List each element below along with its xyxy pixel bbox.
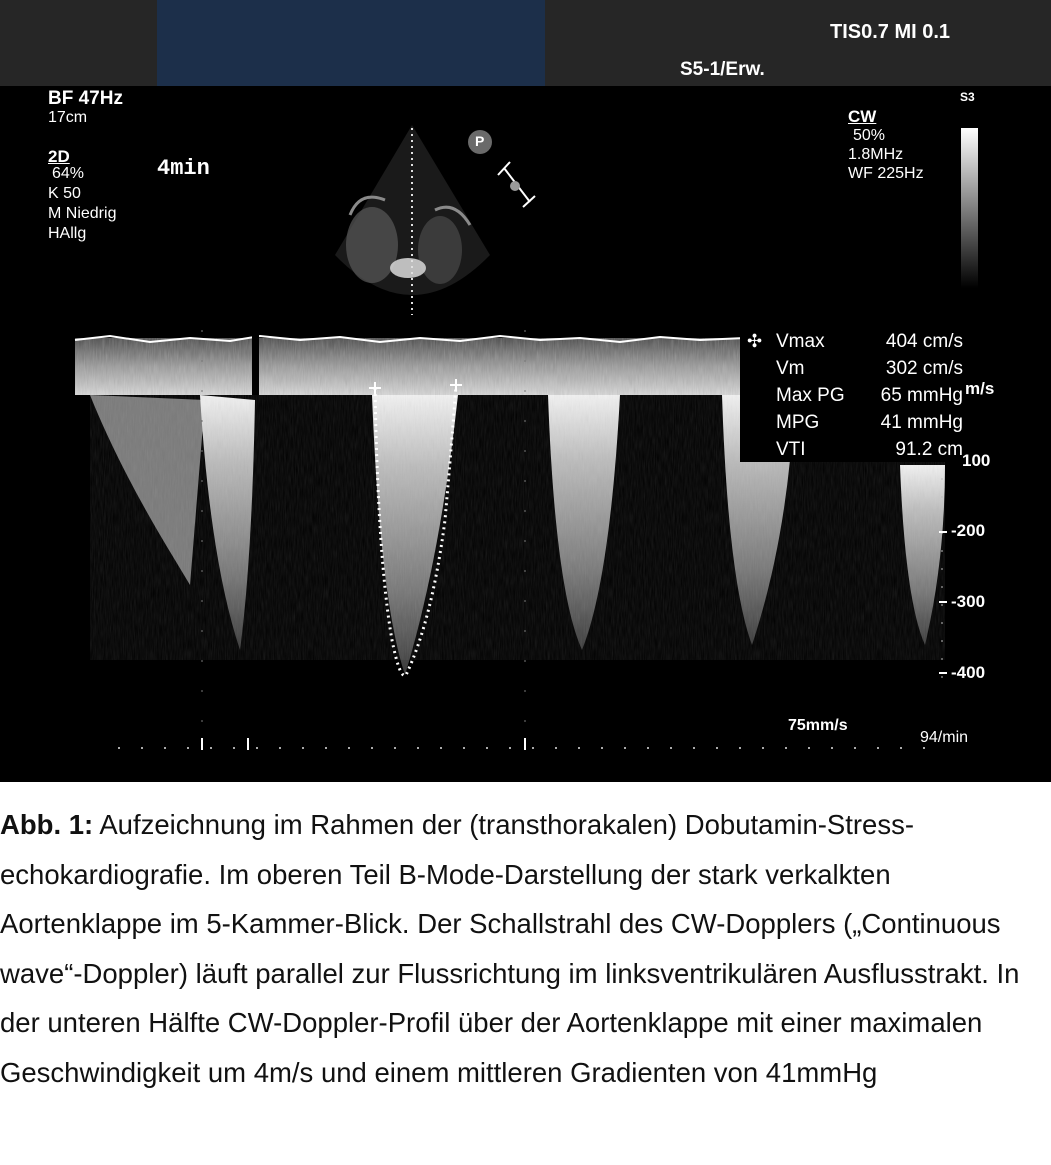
measurement-label: MPG <box>776 412 820 433</box>
k-setting: K 50 <box>48 185 81 202</box>
sample-volume-cursor-icon[interactable] <box>498 162 535 207</box>
h-setting: HAllg <box>48 225 87 242</box>
scale-tick-label: 100 <box>962 451 991 470</box>
measurement-value: 41 mmHg <box>880 412 963 433</box>
s3-label: S3 <box>960 90 975 104</box>
cw-frequency: 1.8MHz <box>848 146 904 163</box>
caption-label: Abb. 1: <box>0 809 94 840</box>
measurement-label: VTI <box>776 439 806 460</box>
grayscale-bar <box>961 128 978 288</box>
cw-label: CW <box>848 107 877 126</box>
heart-rate: 94/min <box>920 729 969 746</box>
bmode-sector <box>335 125 490 315</box>
gain: 64% <box>52 165 85 182</box>
measurement-value: 404 cm/s <box>885 331 963 352</box>
figure-caption <box>0 800 1051 1097</box>
m-setting: M Niedrig <box>48 205 117 222</box>
measurement-value: 65 mmHg <box>880 385 963 406</box>
probe-label: S5-1/Erw. <box>680 59 765 80</box>
measurement-label: Max PG <box>776 385 845 406</box>
elapsed-time: 4min <box>157 156 210 181</box>
mode-2d: 2D <box>48 147 70 166</box>
tis-mi-readout: TIS0.7 MI 0.1 <box>830 21 951 43</box>
cw-gain: 50% <box>853 127 886 144</box>
measurement-bullet-icon: ✣ <box>747 331 763 351</box>
wall-filter: WF 225Hz <box>848 165 924 182</box>
measurement-value: 91.2 cm <box>895 439 963 460</box>
measurement-label: Vmax <box>776 331 825 352</box>
scale-tick-label: -200 <box>951 521 986 540</box>
depth: 17cm <box>48 109 88 126</box>
scale-tick-label: -400 <box>951 663 986 682</box>
p-marker-label: P <box>475 133 485 149</box>
caption-text: Aufzeichnung im Rahmen der (transthorakalen) Dobutamin-Stress-echokardiografie. Im oberen Teil B-Mode-Darstellung der stark verkalkten Aortenklappe im 5-Kammer-Blick. Der Schallstrahl des CW-Dopplers („Continuous wave“-Doppler) läuft parallel zur Flussrichtung im linksventrikulären Ausflusstrakt. In der unteren Hälfte CW-Doppler-Profil über der Aortenklappe mit einer maximalen Geschwindigkeit um 4m/s und einem mittleren Gradienten von 41mmHg <box>0 809 1020 1088</box>
scale-unit: m/s <box>965 379 995 398</box>
measurement-value: 302 cm/s <box>885 358 963 379</box>
scale-tick-label: -300 <box>951 592 986 611</box>
measurement-label: Vm <box>776 358 805 379</box>
sweep-speed: 75mm/s <box>788 717 848 734</box>
frame-rate: BF 47Hz <box>48 88 123 109</box>
